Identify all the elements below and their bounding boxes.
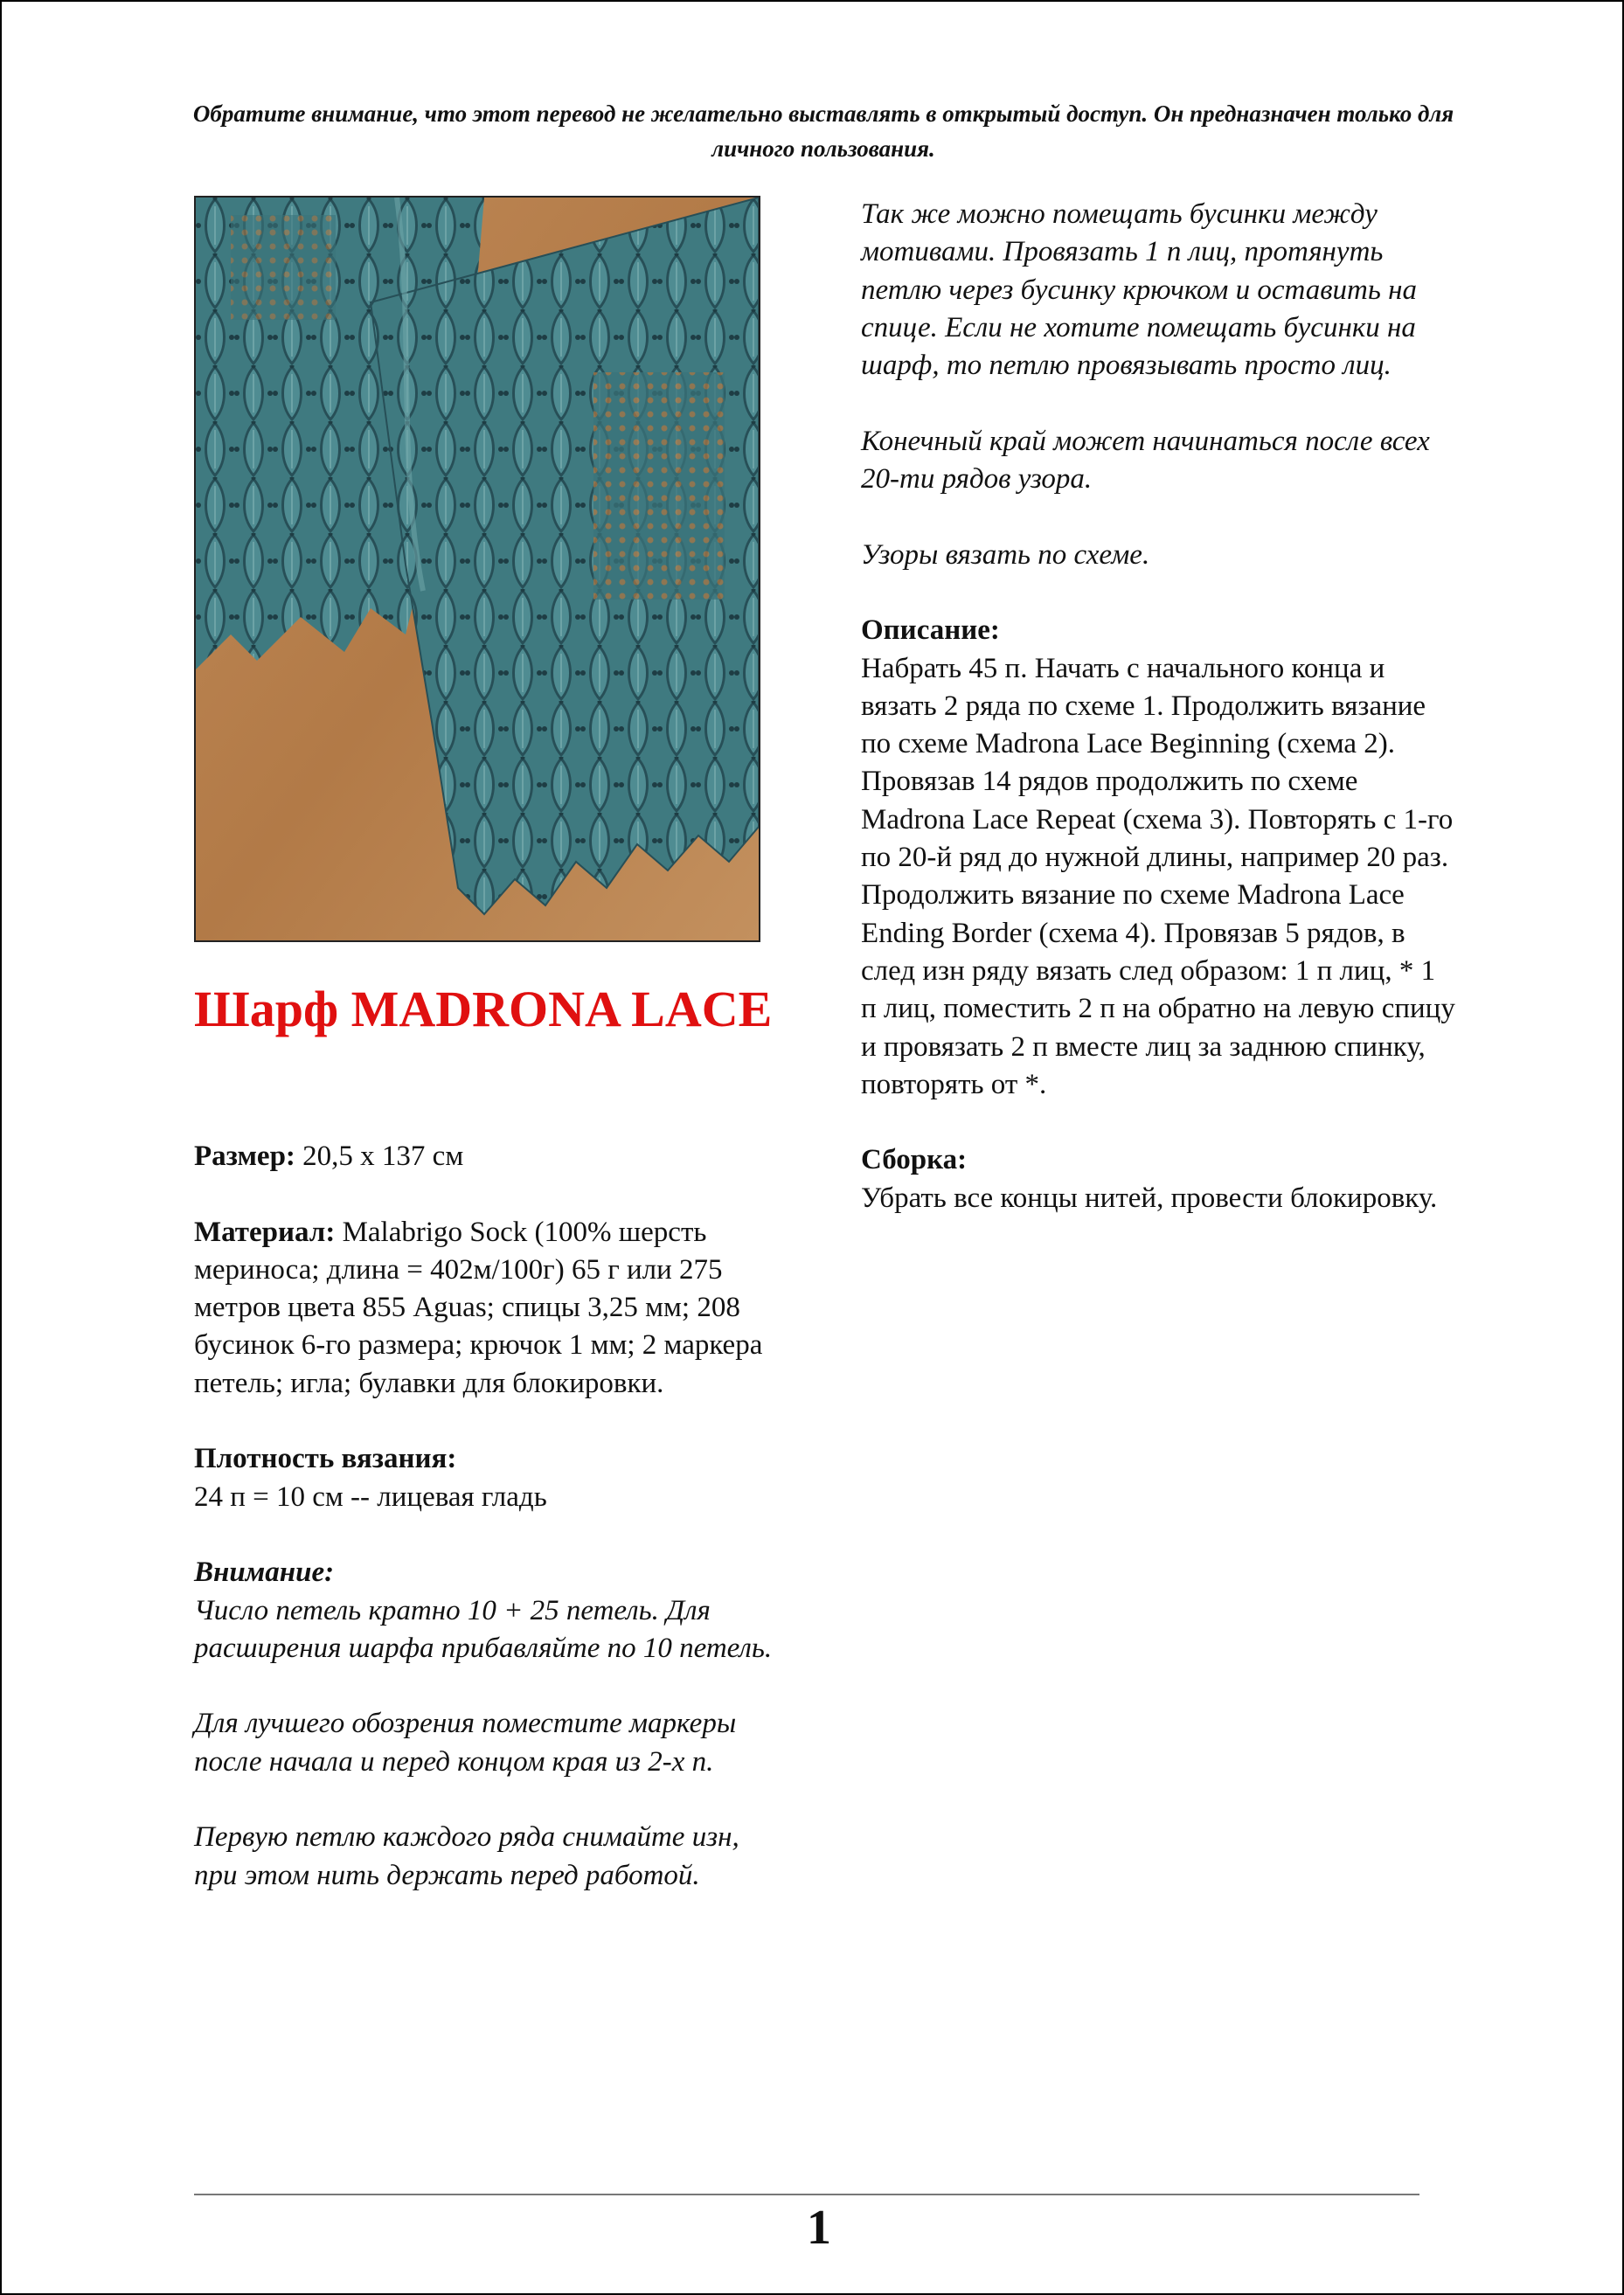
notice-text: Обратите внимание, что этот перевод не желательно выставлять в открытый доступ. Он предназначен только для личного пользования. bbox=[192, 101, 1454, 162]
assembly-text: Убрать все концы нитей, провести блокировку. bbox=[861, 1182, 1438, 1214]
assembly-label: Сборка: bbox=[861, 1144, 968, 1176]
left-column bbox=[194, 1138, 788, 1895]
description-text: Набрать 45 п. Начать с начального конца и вязать 2 ряда по схеме 1. Продолжить вязание по схеме Madrona Lace Beginning (схема 2). Провязав 14 рядов продолжить по схеме Madrona Lace Repeat (схема 3). Повторять с 1-го по 20-й ряд до нужной длины, например 20 раз. Продолжить вязание по схеме Madrona Lace Ending Border (схема 4). Провязав 5 рядов, в след изн ряду вязать след образом: 1 п лиц, * 1 п лиц, поместить 2 п на обратно на левую спицу и провязать 2 п вместе лиц за заднюю спинку, повторять от *. bbox=[861, 652, 1455, 1100]
scarf-photo bbox=[194, 196, 760, 942]
page-number: 1 bbox=[807, 2201, 831, 2255]
description-label: Описание: bbox=[861, 614, 1000, 647]
attention-label: Внимание: bbox=[194, 1557, 335, 1589]
gauge-label: Плотность вязания: bbox=[194, 1443, 457, 1475]
attention-paragraph-1: Число петель кратно 10 + 25 петель. Для расширения шарфа прибавляйте по 10 петель. bbox=[194, 1594, 773, 1664]
attention-paragraph-2: Для лучшего обозрения поместите маркеры после начала и перед концом края из 2-х п. bbox=[194, 1708, 737, 1778]
beads-paragraph: Так же можно помещать бусинки между мотивами. Провязать 1 п лиц, протянуть петлю через бусинку крючком и оставить на спице. Если не хотите помещать бусинки на шарф, то петлю провязывать просто лиц. bbox=[861, 198, 1418, 382]
pattern-title: Шарф MADRONA LACE bbox=[194, 981, 773, 1037]
knitted-scarf-photo-icon bbox=[196, 198, 759, 940]
size-value: 20,5 х 137 см bbox=[295, 1141, 464, 1172]
size-label: Размер: bbox=[194, 1141, 295, 1172]
gauge-value: 24 п = 10 см -- лицевая гладь bbox=[194, 1480, 547, 1513]
attention-paragraph-3: Первую петлю каждого ряда снимайте изн, при этом нить держать перед работой. bbox=[194, 1821, 739, 1891]
material-value: Malabrigo Sock (100% шерсть мериноса; длина = 402м/100г) 65 г или 275 метров цвета 855 Aguas; спицы 3,25 мм; 208 бусинок 6-го размера; крючок 1 мм; 2 маркера петель; игла; булавки для блокировки. bbox=[194, 1216, 763, 1399]
right-column bbox=[861, 196, 1455, 1217]
size-paragraph bbox=[194, 1138, 788, 1175]
material-label: Материал: bbox=[194, 1216, 336, 1248]
edge-paragraph: Конечный край может начинаться после всех 20-ти рядов узора. bbox=[861, 425, 1430, 496]
footer-divider bbox=[194, 2194, 1419, 2195]
material-paragraph bbox=[194, 1214, 788, 1403]
chart-note: Узоры вязать по схеме. bbox=[861, 538, 1150, 571]
